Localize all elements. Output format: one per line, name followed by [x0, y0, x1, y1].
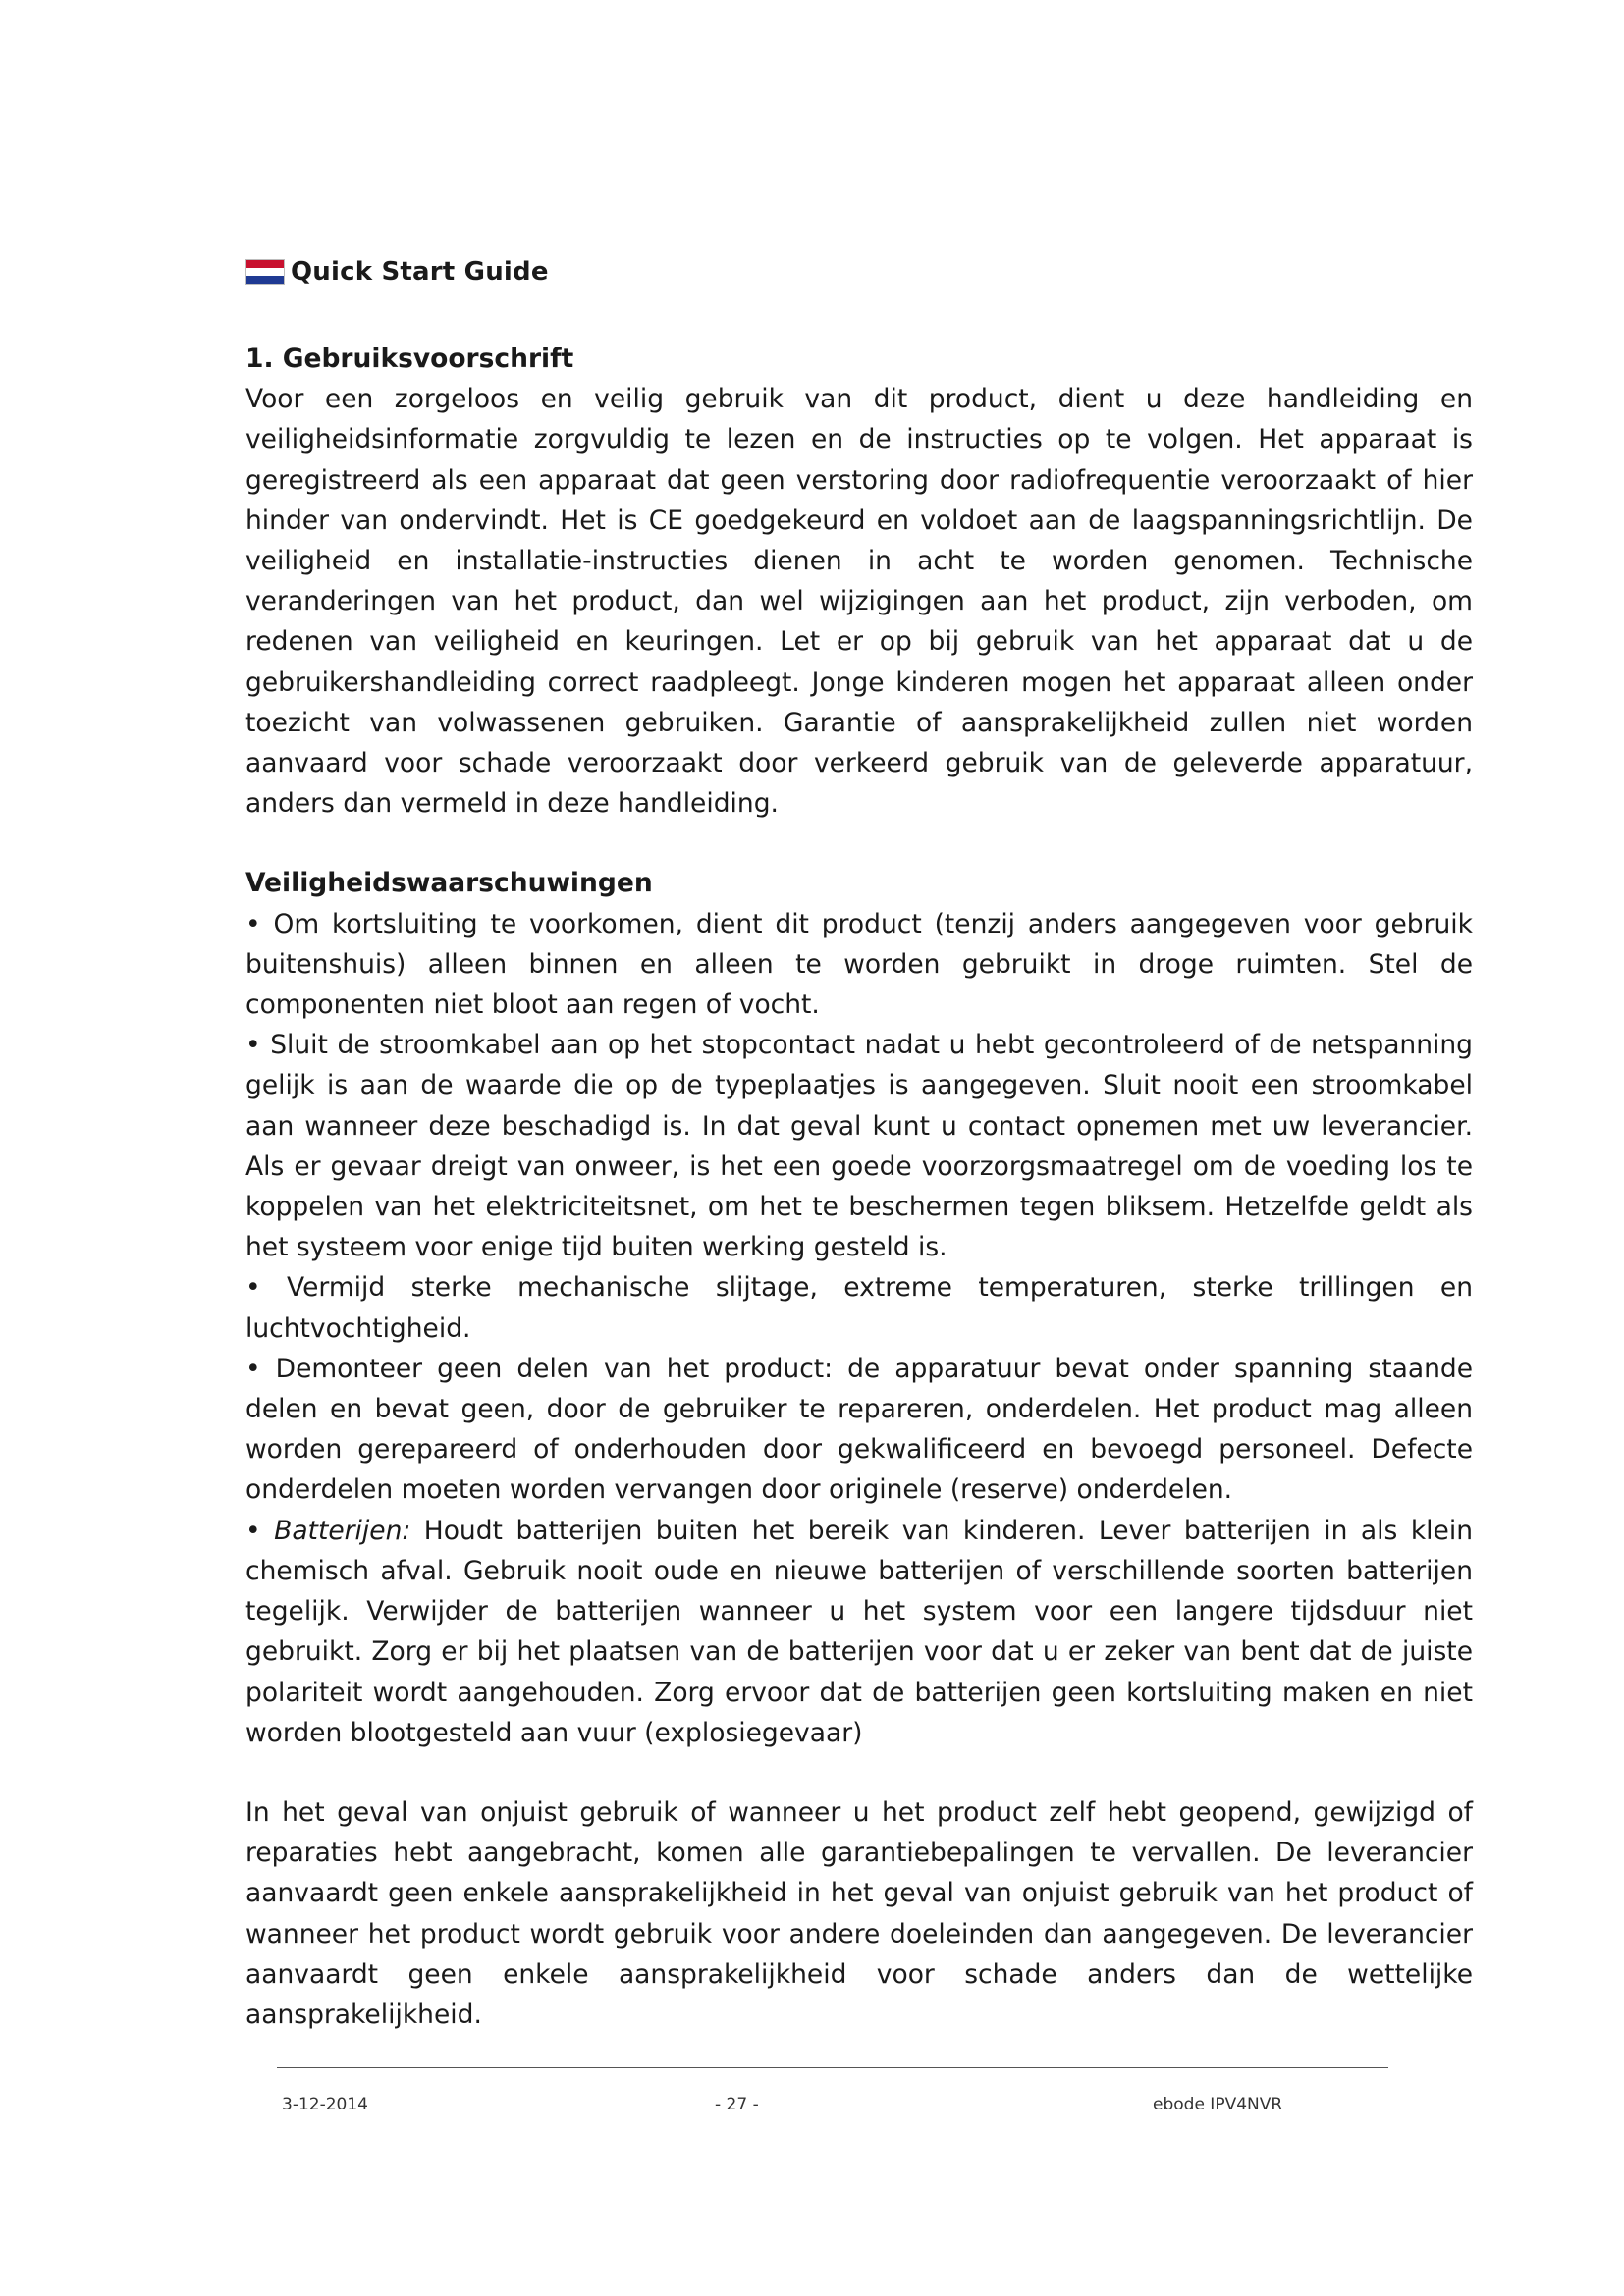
warning-bullet-slijtage: • Vermijd sterke mechanische slijtage, extreme temperaturen, sterke trillingen en luchtvochtigheid.	[245, 1272, 1473, 1344]
warning-bullet-stroomkabel: • Sluit de stroomkabel aan op het stopcontact nadat u hebt gecontroleerd of de netspanning gelijk is aan de waarde die op de typeplaatjes is aangegeven. Sluit nooit een stroomkabel aan wanneer deze beschadigd is. In dat geval kunt u contact opnemen met uw leverancier. Als er gevaar dreigt van onweer, is het een goede voorzorgsmaatregel om de voeding los te koppelen van het elektriciteitsnet, om het te beschermen tegen bliksem. Hetzelfde geldt als het systeem voor enige tijd buiten werking gesteld is.	[245, 1030, 1473, 1263]
bullet-prefix: •	[245, 1515, 275, 1546]
spacer	[245, 1753, 1473, 1792]
flag-stripe-white	[246, 268, 284, 276]
footer-divider	[277, 2067, 1388, 2068]
section-heading-veiligheidswaarschuwingen: Veiligheidswaarschuwingen	[245, 868, 653, 899]
warning-bullet-demonteer: • Demonteer geen delen van het product: de apparatuur bevat onder spanning staande delen en bevat geen, door de gebruiker te repareren, onderdelen. Het product mag alleen worden gerepareerd of onderhouden door gekwalificeerd en bevoegd personeel. Defecte onderdelen moeten worden vervangen door originele (reserve) onderdelen.	[245, 1353, 1473, 1506]
footer-date: 3-12-2014	[282, 2095, 368, 2114]
batterijen-text: Houdt batterijen buiten het bereik van kinderen. Lever batterijen in als klein chemisch afval. Gebruik nooit oude en nieuwe batterijen of verschillende soorten batterijen tegelijk. Verwijder de batterijen wanneer u het system voor een langere tijdsduur niet gebruikt. Zorg er bij het plaatsen van de batterijen voor dat u er zeker van bent dat de juiste polariteit wordt aangehouden. Zorg ervoor dat de batterijen geen kortsluiting maken en niet worden blootgesteld aan vuur (explosiegevaar)	[245, 1515, 1473, 1748]
warning-bullet-kortsluiting: • Om kortsluiting te voorkomen, dient dit product (tenzij anders aangegeven voor gebruik buitenshuis) alleen binnen en alleen te worden gebruikt in droge ruimten. Stel de componenten niet bloot aan regen of vocht.	[245, 908, 1473, 1021]
warning-bullet-batterijen	[245, 1511, 1473, 1753]
section-paragraph-gebruiksvoorschrift: Voor een zorgeloos en veilig gebruik van dit product, dient u deze handleiding en veiligheidsinformatie zorgvuldig te lezen en de instructies op te volgen. Het apparaat is geregistreerd als een apparaat dat geen verstoring door radiofrequentie veroorzaakt of hier hinder van ondervindt. Het is CE goedgekeurd en voldoet aan de laagspanningsrichtlijn. De veiligheid en installatie-instructies dienen in acht te worden genomen. Technische veranderingen van het product, dan wel wijzigingen aan het product, zijn verboden, om redenen van veiligheid en keuringen. Let er op bij gebruik van het apparaat dat u de gebruikershandleiding correct raadpleegt. Jonge kinderen mogen het apparaat alleen onder toezicht van volwassenen gebruiken. Garantie of aansprakelijkheid zullen niet worden aanvaard voor schade veroorzaakt door verkeerd gebruik van de geleverde apparatuur, anders dan vermeld in deze handleiding.	[245, 384, 1473, 820]
flag-stripe-blue	[246, 276, 284, 284]
footer-page-number: - 27 -	[715, 2095, 759, 2114]
spacer	[245, 824, 1473, 863]
flag-stripe-red	[246, 260, 284, 268]
section-heading-gebruiksvoorschrift: 1. Gebruiksvoorschrift	[245, 344, 574, 374]
page-title: Quick Start Guide	[291, 257, 549, 287]
batterijen-label: Batterijen:	[274, 1515, 411, 1546]
document-header	[245, 257, 549, 287]
document-body	[245, 339, 1473, 2035]
footer-product: ebode IPV4NVR	[1153, 2095, 1283, 2114]
liability-paragraph: In het geval van onjuist gebruik of wanneer u het product zelf hebt geopend, gewijzigd of reparaties hebt aangebracht, komen alle garantiebepalingen te vervallen. De leverancier aanvaardt geen enkele aansprakelijkheid in het geval van onjuist gebruik van het product of wanneer het product wordt gebruik voor andere doeleinden dan aangegeven. De leverancier aanvaardt geen enkele aansprakelijkheid voor schade anders dan de wettelijke aansprakelijkheid.	[245, 1796, 1473, 2030]
netherlands-flag-icon	[245, 259, 285, 285]
